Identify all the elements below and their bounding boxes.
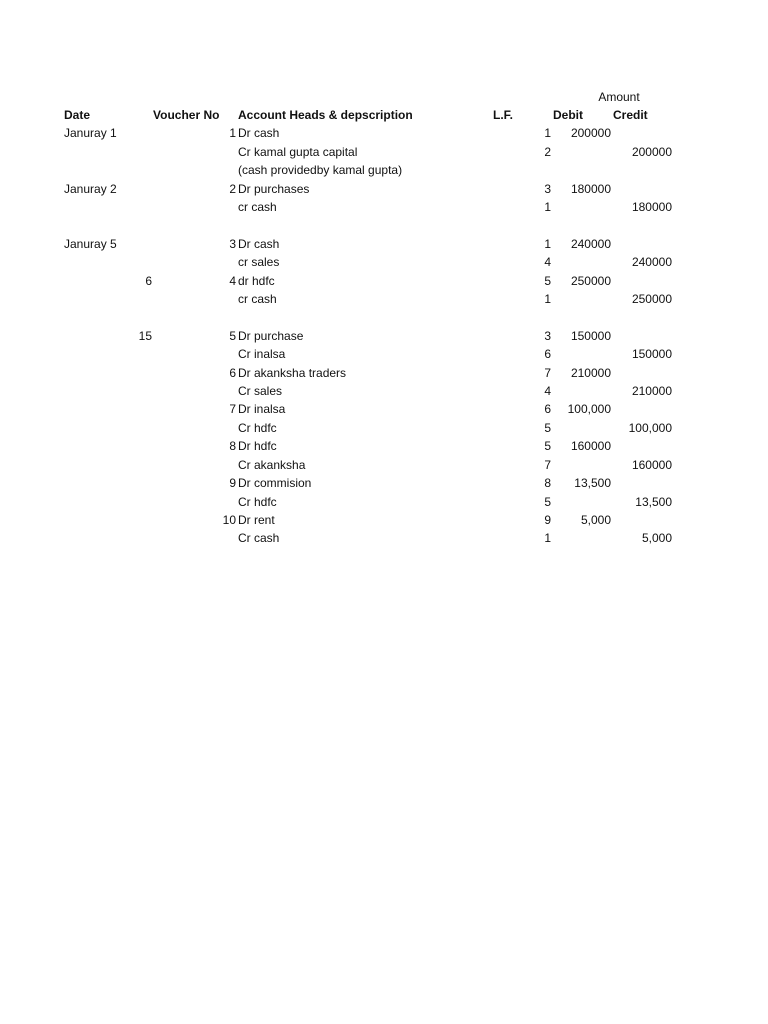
voucher-no-cell: 9 [229,476,236,490]
debit-cell [555,290,611,308]
day-cell [100,400,152,418]
day-cell [100,290,152,308]
credit-cell [612,272,672,290]
debit-cell: 240000 [570,237,611,251]
lf-cell: 4 [544,384,551,398]
description-cell: Dr rent [238,513,275,527]
debit-cell: 13,500 [574,476,611,490]
credit-cell [612,180,672,198]
lf-cell: 1 [544,531,551,545]
description-cell: (cash providedby kamal gupta) [238,163,403,177]
credit-cell [612,474,672,492]
lf-cell: 6 [544,347,551,361]
description-cell [238,309,488,327]
credit-cell [612,327,672,345]
description-cell: Cr akanksha [238,458,306,472]
voucher-no-cell: 6 [229,366,236,380]
credit-cell: 5,000 [641,531,672,545]
day-cell [100,364,152,382]
debit-cell [555,161,611,179]
description-cell: Cr hdfc [238,421,277,435]
day-cell [100,511,152,529]
voucher-no-cell: 7 [229,402,236,416]
debit-cell [555,493,611,511]
debit-cell: 180000 [570,182,611,196]
description-cell: Dr purchases [238,182,310,196]
day-cell [100,235,152,253]
description-cell: Dr commision [238,476,312,490]
voucher-no-cell: 3 [229,237,236,251]
date-cell: Januray 5 [64,237,117,251]
debit-cell [555,345,611,363]
date-cell: Januray 1 [64,126,117,140]
lf-cell: 5 [544,274,551,288]
voucher-no-cell: 2 [229,182,236,196]
lf-cell [520,217,551,235]
voucher-no-cell [200,290,236,308]
debit-header: Debit [553,108,583,122]
description-cell: Cr sales [238,384,283,398]
lf-cell: 4 [544,255,551,269]
day-cell [100,456,152,474]
amount-header: Amount [598,90,640,104]
description-cell: Cr cash [238,531,280,545]
credit-cell [612,309,672,327]
day-cell [100,124,152,142]
debit-cell: 5,000 [580,513,611,527]
voucher-no-cell: 5 [229,329,236,343]
lf-header: L.F. [493,108,513,122]
voucher-no-cell: 8 [229,439,236,453]
voucher-no-cell [200,419,236,437]
description-cell: Dr cash [238,126,280,140]
credit-cell [612,511,672,529]
description-cell: Dr inalsa [238,402,286,416]
debit-cell [555,198,611,216]
voucher-no-header: Voucher No [153,108,220,122]
credit-cell: 13,500 [635,495,672,509]
day-cell: 15 [138,329,152,343]
day-cell: 6 [145,274,152,288]
day-cell [100,253,152,271]
voucher-no-cell [200,493,236,511]
voucher-no-cell [200,382,236,400]
credit-cell [612,235,672,253]
description-cell: cr cash [238,292,277,306]
lf-cell [520,309,551,327]
voucher-no-cell: 4 [229,274,236,288]
credit-cell: 210000 [631,384,672,398]
description-cell: dr hdfc [238,274,275,288]
day-cell [100,143,152,161]
debit-cell [555,419,611,437]
debit-cell: 210000 [570,366,611,380]
credit-header: Credit [613,108,648,122]
credit-cell: 180000 [631,200,672,214]
lf-cell: 1 [544,292,551,306]
lf-cell: 8 [544,476,551,490]
description-cell: Cr kamal gupta capital [238,145,358,159]
description-cell: Dr cash [238,237,280,251]
credit-cell [612,124,672,142]
account-heads-header: Account Heads & depscription [238,108,413,122]
debit-cell: 160000 [570,439,611,453]
credit-cell [612,217,672,235]
lf-cell: 3 [544,182,551,196]
voucher-no-cell: 10 [222,513,236,527]
credit-cell: 150000 [631,347,672,361]
debit-cell [555,456,611,474]
date-cell: Januray 2 [64,182,117,196]
description-cell [238,217,488,235]
description-cell: Dr akanksha traders [238,366,347,380]
lf-cell: 1 [544,200,551,214]
day-cell [100,529,152,547]
day-cell [100,309,152,327]
credit-cell [612,400,672,418]
debit-cell: 250000 [570,274,611,288]
voucher-no-cell [200,456,236,474]
voucher-no-cell: 1 [229,126,236,140]
credit-cell: 160000 [631,458,672,472]
day-cell [100,198,152,216]
voucher-no-cell [200,345,236,363]
lf-cell: 5 [544,495,551,509]
lf-cell [520,161,551,179]
debit-cell [555,309,611,327]
description-cell: Cr hdfc [238,495,277,509]
credit-cell: 250000 [631,292,672,306]
lf-cell: 2 [544,145,551,159]
voucher-no-cell [200,143,236,161]
credit-cell: 100,000 [628,421,672,435]
voucher-no-cell [200,217,236,235]
voucher-no-cell [200,161,236,179]
day-cell [100,474,152,492]
lf-cell: 7 [544,366,551,380]
lf-cell: 5 [544,439,551,453]
debit-cell [555,143,611,161]
day-cell [100,345,152,363]
day-cell [100,382,152,400]
debit-cell [555,382,611,400]
credit-cell: 240000 [631,255,672,269]
lf-cell: 5 [544,421,551,435]
lf-cell: 6 [544,402,551,416]
lf-cell: 1 [544,126,551,140]
lf-cell: 7 [544,458,551,472]
day-cell [100,437,152,455]
voucher-no-cell [200,309,236,327]
description-cell: cr cash [238,200,277,214]
debit-cell [555,529,611,547]
day-cell [100,419,152,437]
voucher-no-cell [200,529,236,547]
debit-cell: 200000 [570,126,611,140]
lf-cell: 1 [544,237,551,251]
debit-cell [555,253,611,271]
debit-cell [555,217,611,235]
lf-cell: 9 [544,513,551,527]
credit-cell [612,161,672,179]
day-cell [100,217,152,235]
day-cell [100,161,152,179]
debit-cell: 100,000 [567,402,611,416]
credit-cell [612,364,672,382]
day-cell [100,493,152,511]
credit-cell: 200000 [631,145,672,159]
voucher-no-cell [200,198,236,216]
description-cell: Dr purchase [238,329,304,343]
debit-cell: 150000 [570,329,611,343]
description-cell: Cr inalsa [238,347,286,361]
voucher-no-cell [200,253,236,271]
date-header: Date [64,108,91,122]
lf-cell: 3 [544,329,551,343]
credit-cell [612,437,672,455]
description-cell: cr sales [238,255,280,269]
description-cell: Dr hdfc [238,439,277,453]
day-cell [100,180,152,198]
